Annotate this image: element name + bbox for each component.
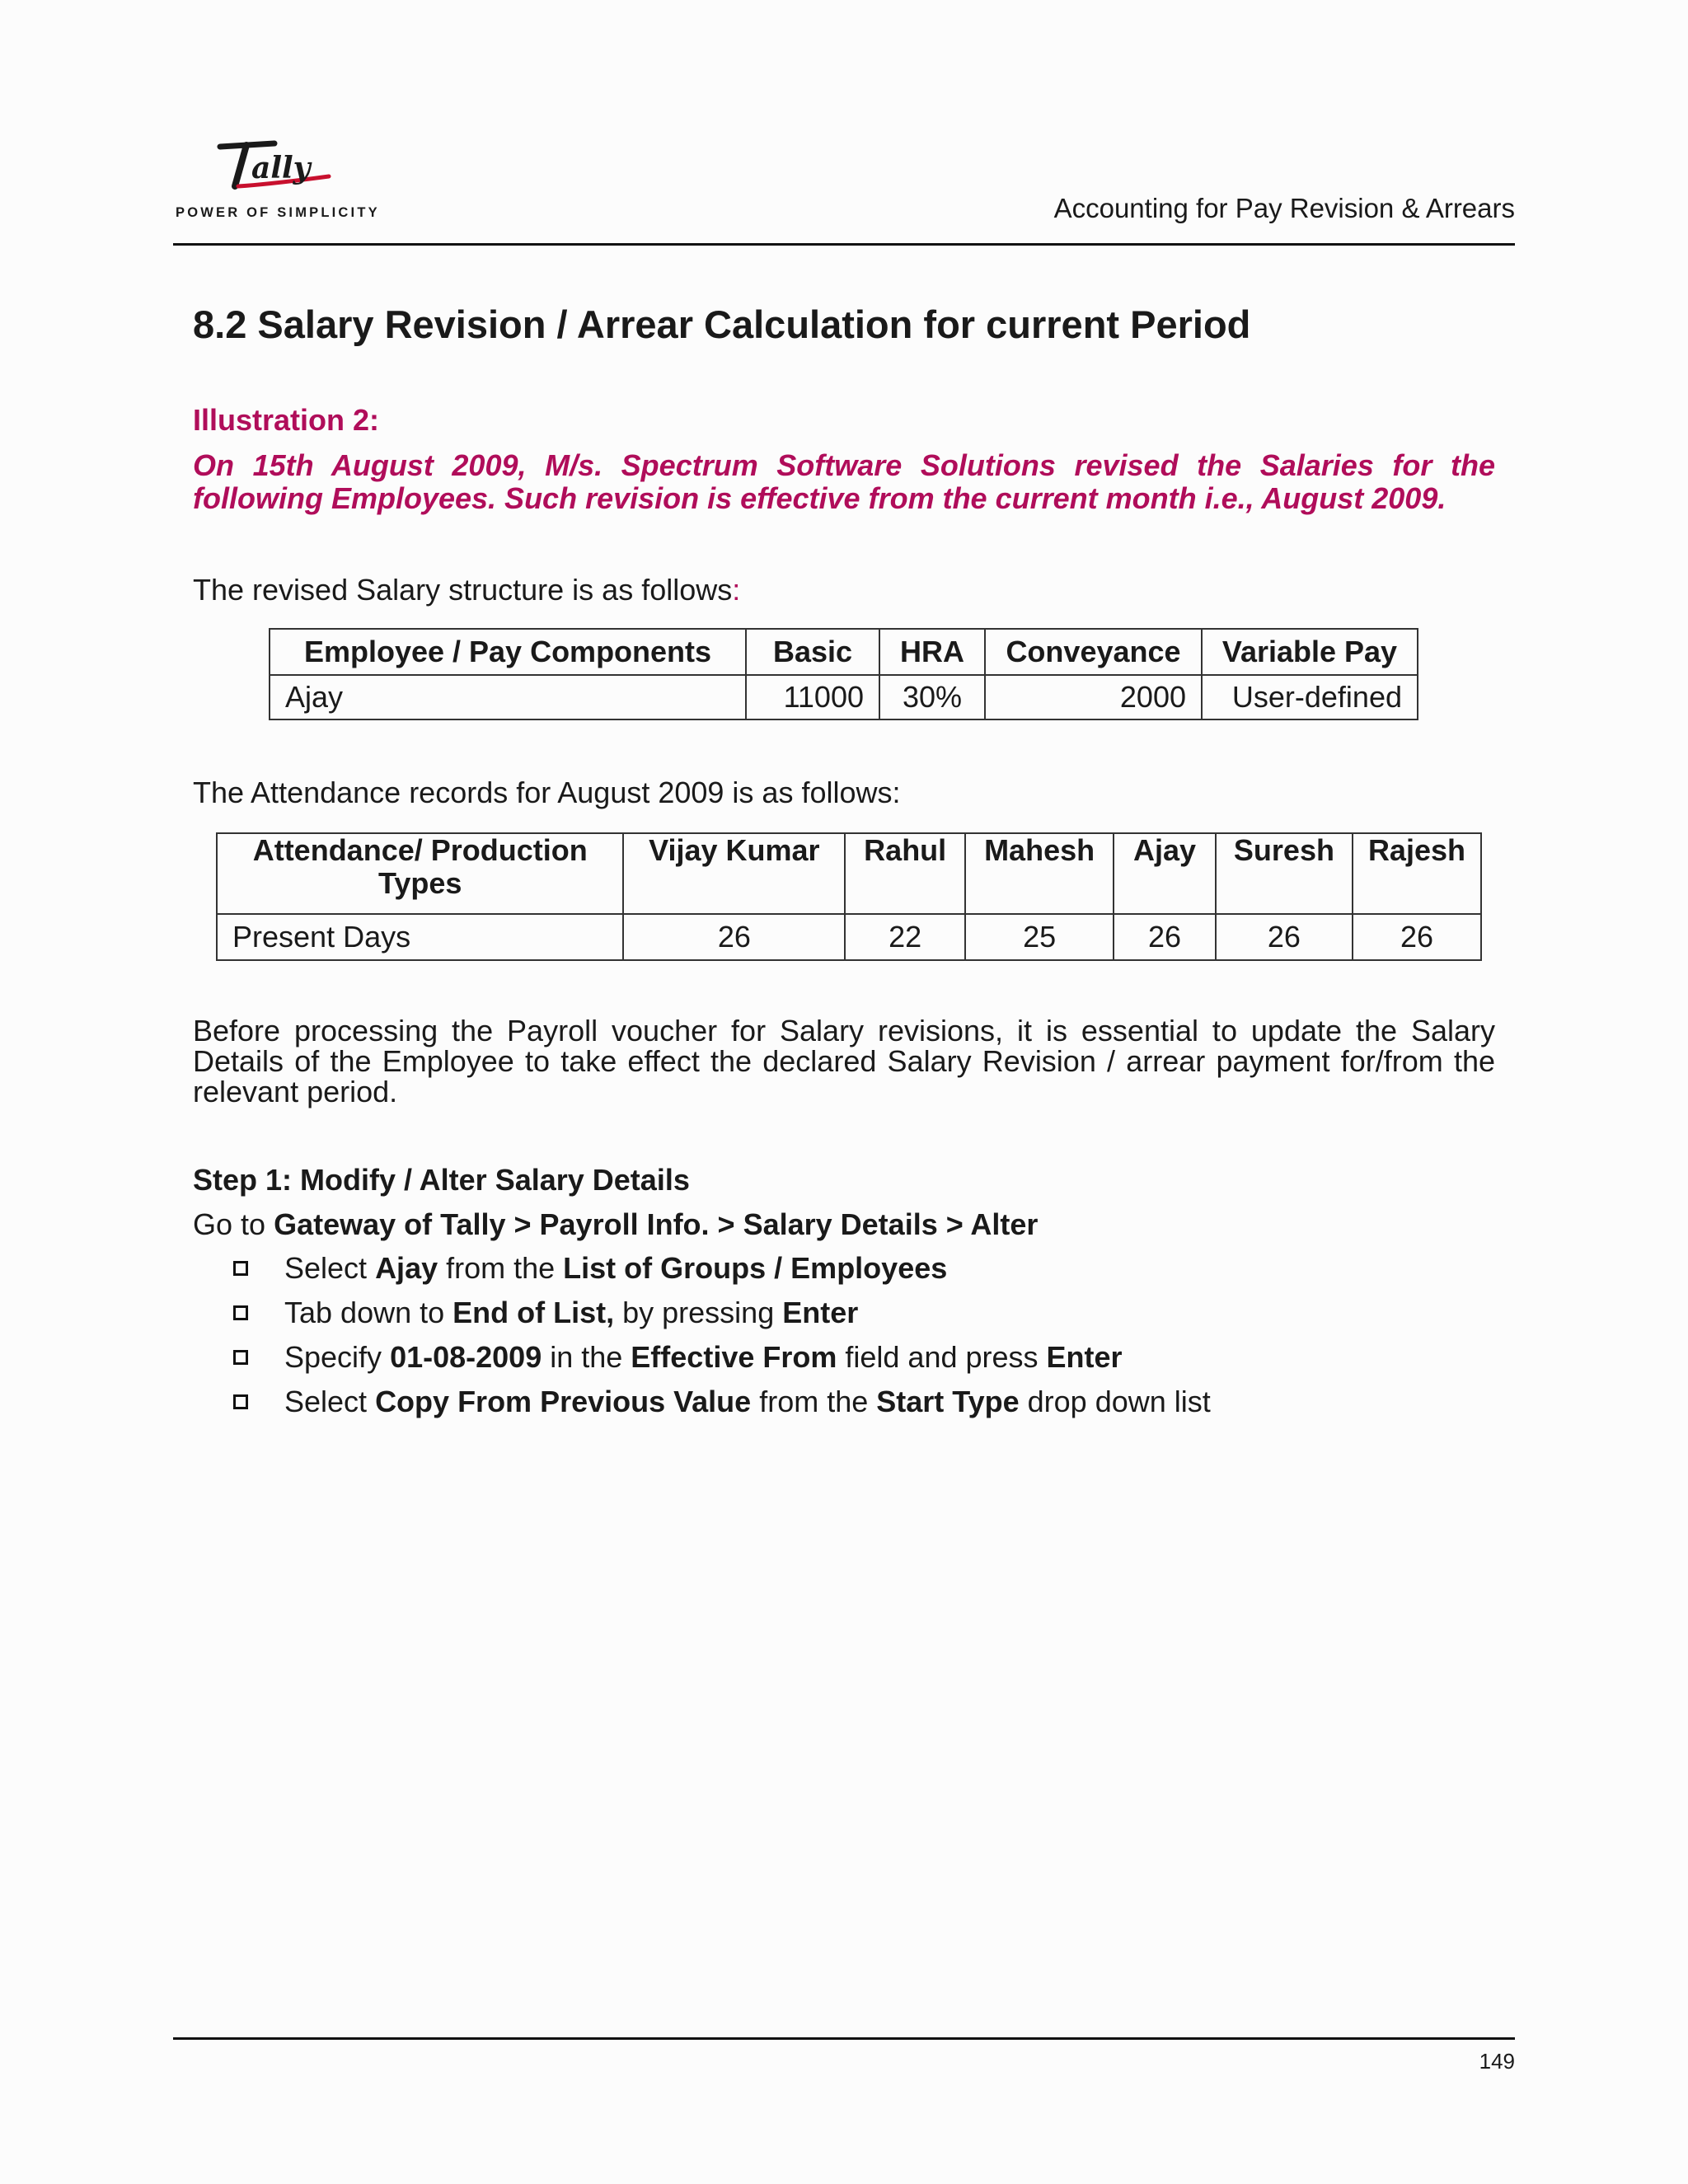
table-header-cell: Conveyance — [985, 629, 1202, 675]
table-row — [270, 675, 1418, 719]
table-header-cell: Rahul — [845, 833, 965, 914]
table-header-row — [270, 629, 1418, 675]
table-header-row — [217, 833, 1481, 914]
table-cell: 22 — [845, 914, 965, 960]
step-bullet-list — [231, 1246, 1211, 1424]
body-paragraph: Before processing the Payroll voucher for Salary revisions, it is essential to update the Salary Details of the Employee to take effect the declared Salary Revision / arrear payment for/from the relevant period. — [193, 1014, 1495, 1108]
bullet-text: Tab down to End of List, by pressing Enter — [284, 1296, 859, 1329]
tally-logo-mark — [213, 140, 337, 198]
svg-text:ally: ally — [251, 151, 311, 185]
table-cell: 26 — [1216, 914, 1353, 960]
table-header-cell: Vijay Kumar — [623, 833, 845, 914]
table-cell: 2000 — [985, 675, 1202, 719]
tally-tagline: POWER OF SIMPLICITY — [176, 205, 380, 220]
table-cell: 25 — [965, 914, 1114, 960]
illustration-text: On 15th August 2009, M/s. Spectrum Software Solutions revised the Salaries for the following Employees. Such revision is effective from the current month i.e., August 2009. — [193, 448, 1495, 515]
page-number: 149 — [1479, 2049, 1515, 2074]
table-header-cell: Suresh — [1216, 833, 1353, 914]
table-cell: 26 — [1114, 914, 1216, 960]
table-header-cell: Variable Pay — [1202, 629, 1418, 675]
table-cell: User-defined — [1202, 675, 1418, 719]
table-cell: 30% — [879, 675, 985, 719]
bullet-text: Specify 01-08-2009 in the Effective From field and press Enter — [284, 1340, 1123, 1374]
square-bullet-icon — [233, 1350, 248, 1365]
table-row — [217, 914, 1481, 960]
table-cell: Ajay — [270, 675, 746, 719]
illustration-title: Illustration 2: — [193, 403, 380, 437]
table-cell: 26 — [623, 914, 845, 960]
list-item — [231, 1380, 1211, 1424]
goto-line — [193, 1207, 1038, 1242]
table-header-cell: Basic — [746, 629, 879, 675]
section-heading: 8.2 Salary Revision / Arrear Calculation for current Period — [193, 302, 1251, 346]
table-cell: Present Days — [217, 914, 623, 960]
chapter-title: Accounting for Pay Revision & Arrears — [1053, 193, 1515, 223]
salary-intro-text: The revised Salary structure is as follows — [193, 573, 733, 607]
table-header-cell: Ajay — [1114, 833, 1216, 914]
goto-path: Gateway of Tally > Payroll Info. > Salary Details > Alter — [274, 1207, 1039, 1241]
square-bullet-icon — [233, 1261, 248, 1276]
square-bullet-icon — [233, 1394, 248, 1409]
list-item — [231, 1246, 1211, 1291]
table-header-cell: Employee / Pay Components — [270, 629, 746, 675]
goto-prefix: Go to — [193, 1207, 274, 1241]
bullet-text: Select Copy From Previous Value from the Start Type drop down list — [284, 1385, 1211, 1418]
table-header-cell: HRA — [879, 629, 985, 675]
footer-divider — [173, 2037, 1515, 2040]
attendance-intro: The Attendance records for August 2009 is as follows: — [193, 776, 901, 809]
header-divider — [173, 243, 1515, 246]
salary-intro-colon: : — [732, 573, 741, 607]
square-bullet-icon — [233, 1305, 248, 1320]
table-cell: 11000 — [746, 675, 879, 719]
table-header-cell: Rajesh — [1353, 833, 1481, 914]
salary-structure-table — [269, 628, 1418, 720]
table-cell: 26 — [1353, 914, 1481, 960]
list-item — [231, 1291, 1211, 1335]
bullet-text: Select Ajay from the List of Groups / Employees — [284, 1251, 948, 1285]
table-header-cell: Attendance/ Production Types — [217, 833, 623, 914]
salary-intro — [193, 573, 740, 607]
tally-logo — [176, 140, 380, 223]
step-title: Step 1: Modify / Alter Salary Details — [193, 1163, 690, 1197]
attendance-table — [216, 832, 1482, 961]
table-header-cell: Mahesh — [965, 833, 1114, 914]
list-item — [231, 1335, 1211, 1380]
